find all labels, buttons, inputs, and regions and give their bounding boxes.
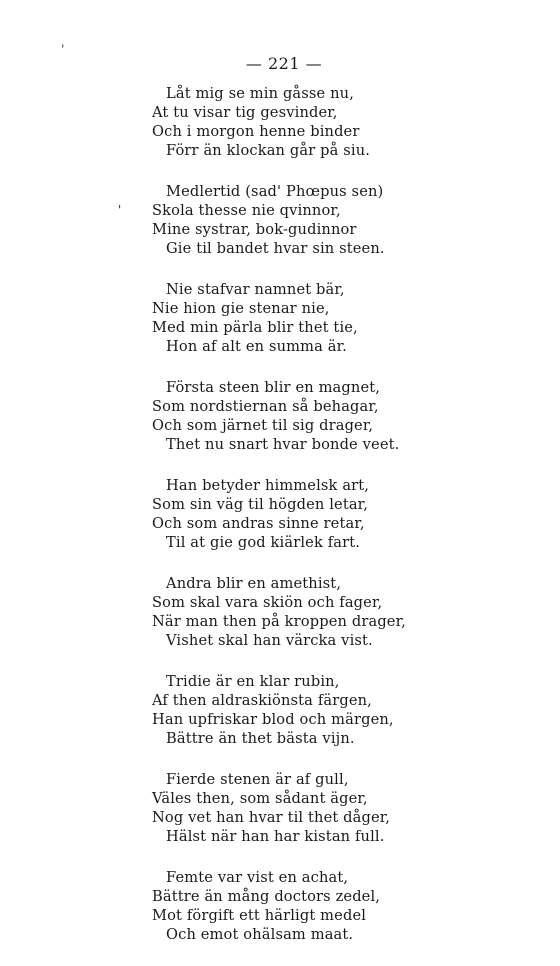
stray-mark: ' [118,203,122,217]
poem-line: Nog vet han hvar til thet dåger, [152,809,391,826]
stanza-9 [152,868,452,944]
stray-mark: ` [51,42,68,60]
stanza-7 [152,672,452,748]
poem-line: Låt mig se min gåsse nu, [166,85,355,102]
poem-line: Förr än klockan går på siu. [166,142,371,159]
poem-line: Som skal vara skiön och fager, [152,594,383,611]
poem-line: Som sin väg til högden letar, [152,496,368,513]
poem [152,84,452,966]
stanza-5 [152,476,452,552]
poem-line: Skola thesse nie qvinnor, [152,202,341,219]
stanza-6 [152,574,452,650]
poem-line: Til at gie god kiärlek fart. [166,534,361,551]
stanza-3 [152,280,452,356]
poem-line: Vishet skal han värcka vist. [166,632,373,649]
poem-line: Nie stafvar namnet bär, [166,281,345,298]
stanza-2 [152,182,452,258]
stanza-1 [152,84,452,160]
poem-line: Mine systrar, bok-gudinnor [152,221,357,238]
poem-line: Tridie är en klar rubin, [166,673,340,690]
poem-line: Af then aldraskiönsta färgen, [152,692,372,709]
poem-line: Han upfriskar blod och märgen, [152,711,394,728]
poem-line: Gie til bandet hvar sin steen. [166,240,385,257]
poem-line: Mot förgift ett härligt medel [152,907,367,924]
poem-line: Hon af alt en summa är. [166,338,347,355]
poem-line: Och emot ohälsam maat. [166,926,354,943]
stanza-4 [152,378,452,454]
poem-line: Han betyder himmelsk art, [166,477,370,494]
poem-line: Nie hion gie stenar nie, [152,300,330,317]
page-number: — 221 — [245,54,323,73]
poem-line: At tu visar tig gesvinder, [152,104,338,121]
stanza-8 [152,770,452,846]
poem-line: Och i morgon henne binder [152,123,360,140]
poem-line: Med min pärla blir thet tie, [152,319,358,336]
poem-line: Medlertid (sad' Phœpus sen) [166,183,384,200]
poem-line: Hälst när han har kistan full. [166,828,385,845]
poem-line: Och som andras sinne retar, [152,515,365,532]
poem-line: Fierde stenen är af gull, [166,771,349,788]
poem-line: Och som järnet til sig drager, [152,417,374,434]
poem-line: När man then på kroppen drager, [152,613,406,630]
poem-line: Bättre än thet bästa vijn. [166,730,355,747]
poem-line: Thet nu snart hvar bonde veet. [166,436,400,453]
poem-line: Väles then, som sådant äger, [152,790,368,807]
poem-line: Bättre än mång doctors zedel, [152,888,381,905]
poem-line: Som nordstiernan så behagar, [152,398,379,415]
poem-line: Första steen blir en magnet, [166,379,381,396]
poem-line: Andra blir en amethist, [166,575,342,592]
poem-line: Femte var vist en achat, [166,869,349,886]
